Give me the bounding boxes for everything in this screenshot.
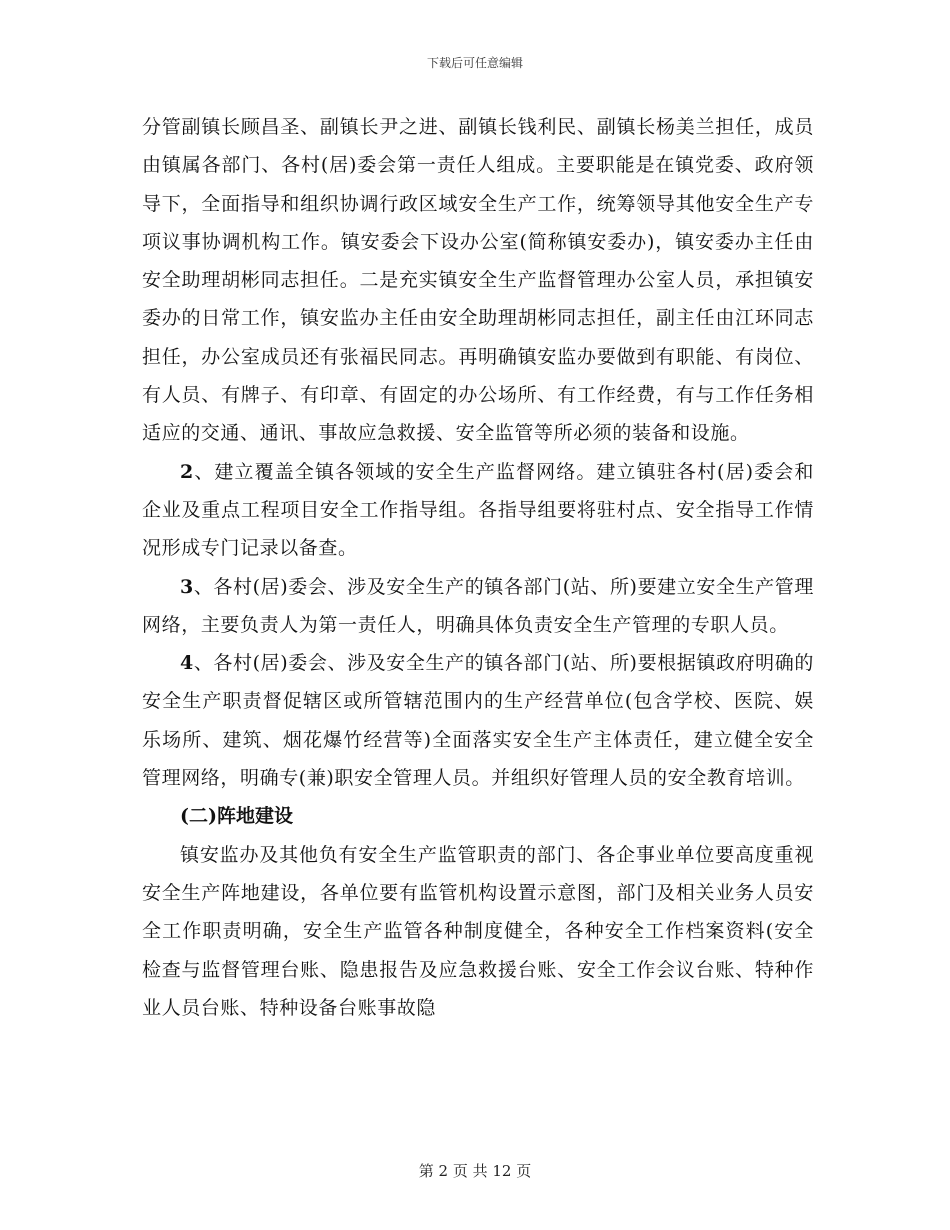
- paragraph-item-4: [142, 644, 814, 797]
- item-text-4: 、各村(居)委会、涉及安全生产的镇各部门(站、所)要根据镇政府明确的安全生产职责督促辖区或所管辖范围内的生产经营单位(包含学校、医院、娱乐场所、建筑、烟花爆竹经营等)全面落实安全生产主体责任，建立健全安全管理网络，明确专(兼)职安全管理人员。并组织好管理人员的安全教育培训。: [142, 652, 814, 790]
- item-number-4: 4: [180, 652, 194, 675]
- page-footer: 第 2 页 共 12 页: [418, 1162, 532, 1180]
- item-number-3: 3: [180, 575, 194, 598]
- item-text-3: 、各村(居)委会、涉及安全生产的镇各部门(站、所)要建立安全生产管理网络，主要负责人为第一责任人，明确具体负责安全生产管理的专职人员。: [142, 575, 814, 636]
- paragraph-item-3: [142, 568, 814, 645]
- paragraph-position-building: 镇安监办及其他负有安全生产监管职责的部门、各企事业单位要高度重视安全生产阵地建设，各单位要有监管机构设置示意图，部门及相关业务人员安全工作职责明确，安全生产监管各种制度健全，各种安全工作档案资料(安全检查与监督管理台账、隐患报告及应急救援台账、安全工作会议台账、特种作业人员台账、特种设备台账事故隐: [142, 843, 814, 1019]
- paragraph-organization: 分管副镇长顾昌圣、副镇长尹之进、副镇长钱利民、副镇长杨美兰担任，成员由镇属各部门、各村(居)委会第一责任人组成。主要职能是在镇党委、政府领导下，全面指导和组织协调行政区域安全生产工作，统筹领导其他安全生产专项议事协调机构工作。镇安委会下设办公室(简称镇安委办)，镇安委办主任由安全助理胡彬同志担任。二是充实镇安全生产监督管理办公室人员，承担镇安委办的日常工作，镇安监办主任由安全助理胡彬同志担任，副主任由江环同志担任，办公室成员还有张福民同志。再明确镇安监办要做到有职能、有岗位、有人员、有牌子、有印章、有固定的办公场所、有工作经费，有与工作任务相适应的交通、通讯、事故应急救援、安全监管等所必须的装备和设施。: [142, 116, 814, 445]
- page-header: 下载后可任意编辑: [426, 56, 523, 70]
- item-text-2: 、建立覆盖全镇各领域的安全生产监督网络。建立镇驻各村(居)委会和企业及重点工程项目安全工作指导组。各指导组要将驻村点、安全指导工作情况形成专门记录以备查。: [142, 460, 814, 560]
- document-body: [142, 108, 814, 1027]
- item-number-2: 2: [180, 460, 194, 483]
- paragraph-item-2: [142, 453, 814, 568]
- section-heading: (二)阵地建设: [180, 805, 293, 828]
